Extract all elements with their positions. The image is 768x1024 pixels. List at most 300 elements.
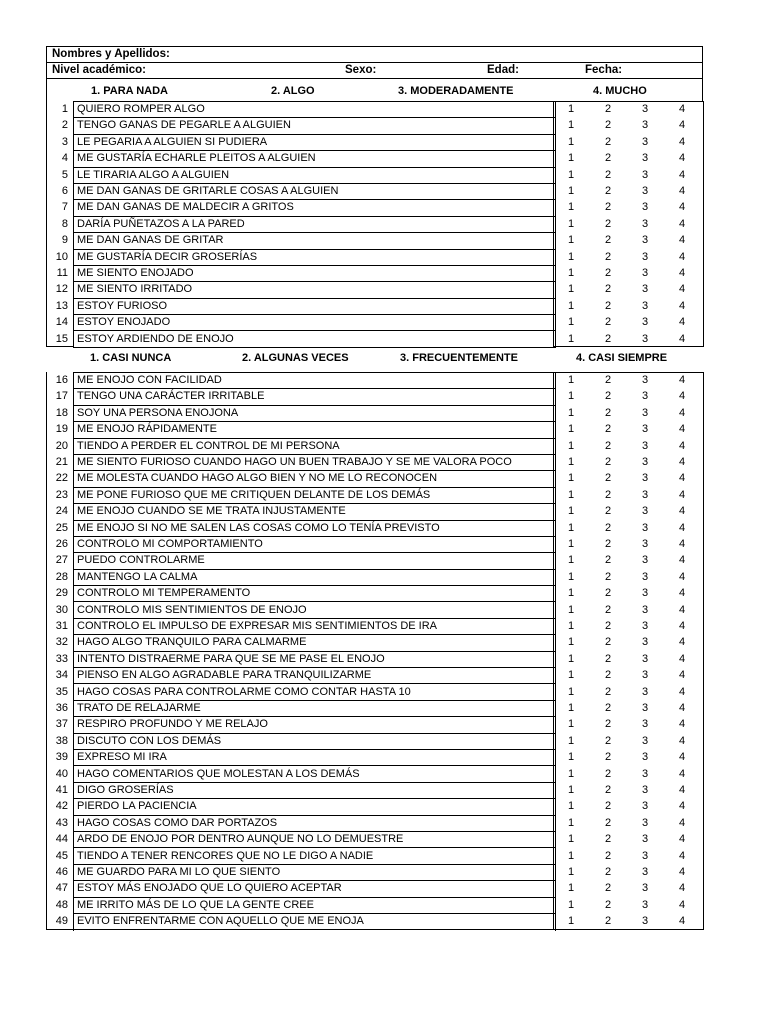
header-row-info [47, 62, 702, 78]
question-number: 10 [55, 250, 68, 263]
question-text: ESTOY MÁS ENOJADO QUE LO QUIERO ACEPTAR [77, 882, 342, 895]
question-text: TIENDO A PERDER EL CONTROL DE MI PERSONA [77, 439, 340, 452]
question-row [46, 716, 703, 732]
answer-option-4[interactable]: 4 [678, 652, 686, 665]
answer-option-2[interactable]: 2 [604, 538, 612, 550]
answer-option-4[interactable]: 4 [678, 521, 686, 534]
answer-option-4[interactable]: 4 [678, 669, 686, 682]
answer-option-1[interactable]: 1 [567, 554, 575, 567]
answer-option-2[interactable]: 2 [604, 833, 612, 846]
answer-option-4[interactable]: 4 [678, 456, 686, 468]
answer-option-2[interactable]: 2 [604, 751, 612, 764]
question-text: CONTROLO MIS SENTIMIENTOS DE ENOJO [77, 603, 307, 616]
answer-option-3[interactable]: 3 [641, 488, 649, 501]
answer-option-1[interactable]: 1 [567, 406, 575, 419]
answer-option-3[interactable]: 3 [641, 751, 649, 764]
answer-option-4[interactable]: 4 [678, 217, 686, 230]
question-text: RESPIRO PROFUNDO Y ME RELAJO [77, 718, 268, 731]
answer-option-4[interactable]: 4 [678, 103, 686, 115]
answer-option-1[interactable]: 1 [567, 488, 575, 501]
answer-option-2[interactable]: 2 [604, 784, 612, 796]
answer-option-1[interactable]: 1 [567, 751, 575, 764]
answer-option-1[interactable]: 1 [567, 718, 575, 731]
question-row [46, 552, 703, 568]
answer-option-1[interactable]: 1 [567, 267, 575, 279]
answer-option-2[interactable]: 2 [604, 570, 612, 583]
question-row [46, 134, 703, 150]
answer-option-3[interactable]: 3 [641, 316, 649, 329]
answer-option-1[interactable]: 1 [567, 603, 575, 616]
question-number: 3 [61, 135, 68, 148]
question-number: 9 [61, 234, 68, 247]
answer-option-3[interactable]: 3 [641, 521, 649, 534]
answer-option-2[interactable]: 2 [604, 734, 612, 747]
answer-option-4[interactable]: 4 [678, 636, 686, 649]
answer-option-3[interactable]: 3 [641, 103, 649, 115]
answer-option-3[interactable]: 3 [641, 332, 649, 345]
answer-option-2[interactable]: 2 [604, 456, 612, 468]
answer-option-1[interactable]: 1 [567, 439, 575, 452]
question-text: QUIERO ROMPER ALGO [77, 103, 205, 115]
answer-option-3[interactable]: 3 [641, 849, 649, 862]
answer-option-4[interactable]: 4 [678, 234, 686, 247]
answer-option-4[interactable]: 4 [678, 915, 686, 928]
question-row [46, 651, 703, 667]
answer-option-2[interactable]: 2 [604, 316, 612, 329]
question-row [46, 265, 703, 281]
answer-option-1[interactable]: 1 [567, 702, 575, 714]
answer-option-1[interactable]: 1 [567, 587, 575, 600]
question-text: ESTOY ARDIENDO DE ENOJO [77, 332, 234, 345]
scale-header-2 [46, 347, 703, 372]
question-number: 36 [55, 702, 68, 714]
answer-option-1[interactable]: 1 [567, 685, 575, 698]
question-number: 48 [55, 898, 68, 911]
answer-option-4[interactable]: 4 [678, 267, 686, 279]
answer-option-3[interactable]: 3 [641, 784, 649, 796]
answer-option-2[interactable]: 2 [604, 488, 612, 501]
answer-option-3[interactable]: 3 [641, 505, 649, 518]
question-text: TENGO GANAS DE PEGARLE A ALGUIEN [77, 119, 291, 132]
answer-option-3[interactable]: 3 [641, 390, 649, 403]
answer-option-1[interactable]: 1 [567, 135, 575, 148]
answer-option-3[interactable]: 3 [641, 718, 649, 731]
question-number: 15 [55, 332, 68, 345]
question-text: DARÍA PUÑETAZOS A LA PARED [77, 217, 245, 230]
answer-option-4[interactable]: 4 [678, 784, 686, 796]
form-header [46, 46, 703, 78]
answer-option-4[interactable]: 4 [678, 751, 686, 764]
answer-option-2[interactable]: 2 [604, 332, 612, 345]
answer-option-2[interactable]: 2 [604, 406, 612, 419]
answer-option-1[interactable]: 1 [567, 784, 575, 796]
answer-option-1[interactable]: 1 [567, 217, 575, 230]
answer-option-3[interactable]: 3 [641, 915, 649, 928]
answer-option-1[interactable]: 1 [567, 456, 575, 468]
question-number: 13 [55, 299, 68, 312]
answer-option-3[interactable]: 3 [641, 283, 649, 296]
answer-option-4[interactable]: 4 [678, 135, 686, 148]
question-number: 47 [55, 882, 68, 895]
answer-option-3[interactable]: 3 [641, 168, 649, 181]
question-row [46, 388, 703, 404]
answer-option-4[interactable]: 4 [678, 767, 686, 780]
question-number: 29 [55, 587, 68, 600]
answer-option-1[interactable]: 1 [567, 119, 575, 132]
answer-option-4[interactable]: 4 [678, 570, 686, 583]
answer-option-3[interactable]: 3 [641, 406, 649, 419]
answer-option-1[interactable]: 1 [567, 898, 575, 911]
answer-option-3[interactable]: 3 [641, 898, 649, 911]
answer-option-4[interactable]: 4 [678, 734, 686, 747]
question-text: INTENTO DISTRAERME PARA QUE SE ME PASE EL ENOJO [77, 652, 385, 665]
question-text: HAGO COMENTARIOS QUE MOLESTAN A LOS DEMÁS [77, 767, 360, 780]
question-text: ESTOY FURIOSO [77, 299, 168, 312]
answer-option-2[interactable]: 2 [604, 152, 612, 165]
answer-option-1[interactable]: 1 [567, 767, 575, 780]
answer-option-2[interactable]: 2 [604, 669, 612, 682]
answer-option-1[interactable]: 1 [567, 734, 575, 747]
question-text: ME GUARDO PARA MI LO QUE SIENTO [77, 866, 281, 878]
age-label: Edad: [487, 64, 519, 76]
question-number: 26 [55, 538, 68, 550]
questionnaire-form [46, 46, 703, 930]
answer-option-1[interactable]: 1 [567, 332, 575, 345]
answer-option-3[interactable]: 3 [641, 882, 649, 895]
question-text: ME MOLESTA CUANDO HAGO ALGO BIEN Y NO ME LO RECONOCEN [77, 472, 438, 485]
answer-option-4[interactable]: 4 [678, 702, 686, 714]
answer-option-1[interactable]: 1 [567, 152, 575, 165]
answer-option-3[interactable]: 3 [641, 685, 649, 698]
answer-option-3[interactable]: 3 [641, 767, 649, 780]
answer-option-1[interactable]: 1 [567, 800, 575, 813]
answer-option-3[interactable]: 3 [641, 472, 649, 485]
answer-option-4[interactable]: 4 [678, 406, 686, 419]
answer-option-1[interactable]: 1 [567, 866, 575, 878]
items-section-1 [46, 101, 703, 347]
scale-option-3: 3. MODERADAMENTE [398, 85, 514, 97]
answer-option-4[interactable]: 4 [678, 374, 686, 386]
question-text: ME GUSTARÍA DECIR GROSERÍAS [77, 250, 258, 263]
question-row [46, 117, 703, 133]
answer-option-2[interactable]: 2 [604, 423, 612, 436]
answer-option-3[interactable]: 3 [641, 538, 649, 550]
question-number: 21 [55, 456, 68, 468]
answer-option-4[interactable]: 4 [678, 488, 686, 501]
answer-option-1[interactable]: 1 [567, 833, 575, 846]
answer-option-3[interactable]: 3 [641, 423, 649, 436]
answer-option-3[interactable]: 3 [641, 201, 649, 214]
answer-option-3[interactable]: 3 [641, 234, 649, 247]
items-section-2 [46, 372, 703, 930]
answer-option-3[interactable]: 3 [641, 603, 649, 616]
question-row [46, 815, 703, 831]
answer-option-3[interactable]: 3 [641, 866, 649, 878]
answer-option-4[interactable]: 4 [678, 685, 686, 698]
question-text: ME DAN GANAS DE GRITARLE COSAS A ALGUIEN [77, 185, 339, 197]
question-text: ME ENOJO CON FACILIDAD [77, 374, 222, 386]
answer-option-4[interactable]: 4 [678, 250, 686, 263]
answer-option-2[interactable]: 2 [604, 620, 612, 632]
question-text: EXPRESO MI IRA [77, 751, 167, 764]
answer-option-2[interactable]: 2 [604, 283, 612, 296]
answer-option-4[interactable]: 4 [678, 316, 686, 329]
answer-option-4[interactable]: 4 [678, 898, 686, 911]
question-number: 28 [55, 570, 68, 583]
question-number: 20 [55, 439, 68, 452]
question-number: 38 [55, 734, 68, 747]
answer-option-2[interactable]: 2 [604, 472, 612, 485]
answer-option-3[interactable]: 3 [641, 374, 649, 386]
question-row [46, 602, 703, 618]
question-row [46, 585, 703, 601]
answer-option-4[interactable]: 4 [678, 882, 686, 895]
question-row [46, 766, 703, 782]
question-text: ME IRRITO MÁS DE LO QUE LA GENTE CREE [77, 898, 314, 911]
answer-option-4[interactable]: 4 [678, 439, 686, 452]
answer-option-2[interactable]: 2 [604, 185, 612, 197]
answer-option-3[interactable]: 3 [641, 636, 649, 649]
question-text: TENGO UNA CARÁCTER IRRITABLE [77, 390, 265, 403]
answer-option-4[interactable]: 4 [678, 423, 686, 436]
question-text: DISCUTO CON LOS DEMÁS [77, 734, 222, 747]
answer-option-4[interactable]: 4 [678, 816, 686, 829]
answer-option-2[interactable]: 2 [604, 119, 612, 132]
answer-option-2[interactable]: 2 [604, 505, 612, 518]
answer-option-2[interactable]: 2 [604, 882, 612, 895]
answer-option-3[interactable]: 3 [641, 652, 649, 665]
answer-option-1[interactable]: 1 [567, 283, 575, 296]
answer-option-2[interactable]: 2 [604, 374, 612, 386]
question-text: MANTENGO LA CALMA [77, 570, 198, 583]
question-text: CONTROLO MI TEMPERAMENTO [77, 587, 251, 600]
answer-option-2[interactable]: 2 [604, 587, 612, 600]
answer-option-1[interactable]: 1 [567, 620, 575, 632]
answer-option-1[interactable]: 1 [567, 250, 575, 263]
question-row [46, 183, 703, 199]
question-text: ME SIENTO IRRITADO [77, 283, 193, 296]
answer-option-3[interactable]: 3 [641, 833, 649, 846]
question-row [46, 216, 703, 232]
answer-option-2[interactable]: 2 [604, 299, 612, 312]
question-text: EVITO ENFRENTARME CON AQUELLO QUE ME ENOJA [77, 915, 364, 928]
question-number: 44 [55, 833, 68, 846]
question-text: HAGO COSAS COMO DAR PORTAZOS [77, 816, 278, 829]
question-text: PUEDO CONTROLARME [77, 554, 205, 567]
answer-option-3[interactable]: 3 [641, 456, 649, 468]
question-text: HAGO ALGO TRANQUILO PARA CALMARME [77, 636, 307, 649]
answer-option-3[interactable]: 3 [641, 267, 649, 279]
answer-option-2[interactable]: 2 [604, 250, 612, 263]
answer-option-4[interactable]: 4 [678, 800, 686, 813]
answer-option-4[interactable]: 4 [678, 505, 686, 518]
question-row [46, 569, 703, 585]
answer-option-1[interactable]: 1 [567, 168, 575, 181]
question-number: 11 [56, 267, 68, 279]
answer-option-4[interactable]: 4 [678, 152, 686, 165]
answer-option-1[interactable]: 1 [567, 652, 575, 665]
answer-option-4[interactable]: 4 [678, 283, 686, 296]
answer-option-3[interactable]: 3 [641, 439, 649, 452]
answer-option-2[interactable]: 2 [604, 898, 612, 911]
answer-option-3[interactable]: 3 [641, 250, 649, 263]
answer-option-3[interactable]: 3 [641, 816, 649, 829]
answer-option-4[interactable]: 4 [678, 299, 686, 312]
answer-option-1[interactable]: 1 [567, 849, 575, 862]
answer-option-1[interactable]: 1 [567, 915, 575, 928]
answer-option-1[interactable]: 1 [567, 299, 575, 312]
question-number: 27 [55, 554, 68, 567]
answer-option-2[interactable]: 2 [604, 849, 612, 862]
answer-option-2[interactable]: 2 [604, 103, 612, 115]
answer-option-2[interactable]: 2 [604, 685, 612, 698]
question-text: PIENSO EN ALGO AGRADABLE PARA TRANQUILIZARME [77, 669, 372, 682]
question-number: 23 [55, 488, 68, 501]
question-text: ME GUSTARÍA ECHARLE PLEITOS A ALGUIEN [77, 152, 316, 165]
answer-option-1[interactable]: 1 [567, 201, 575, 214]
answer-option-1[interactable]: 1 [567, 374, 575, 386]
question-number: 16 [55, 374, 68, 386]
answer-option-3[interactable]: 3 [641, 119, 649, 132]
answer-option-2[interactable]: 2 [604, 718, 612, 731]
answer-option-3[interactable]: 3 [641, 800, 649, 813]
answer-option-2[interactable]: 2 [604, 234, 612, 247]
sex-label: Sexo: [345, 64, 377, 76]
answer-option-4[interactable]: 4 [678, 718, 686, 731]
answer-option-1[interactable]: 1 [567, 636, 575, 649]
question-row [46, 684, 703, 700]
answer-option-4[interactable]: 4 [678, 603, 686, 616]
answer-option-4[interactable]: 4 [678, 587, 686, 600]
question-number: 42 [55, 800, 68, 813]
answer-option-2[interactable]: 2 [604, 267, 612, 279]
answer-option-2[interactable]: 2 [604, 390, 612, 403]
question-row [46, 438, 703, 454]
question-row [46, 782, 703, 798]
answer-option-2[interactable]: 2 [604, 168, 612, 181]
answer-option-2[interactable]: 2 [604, 816, 612, 829]
answer-option-2[interactable]: 2 [604, 652, 612, 665]
question-text: HAGO COSAS PARA CONTROLARME COMO CONTAR HASTA 10 [77, 685, 411, 698]
answer-option-2[interactable]: 2 [604, 915, 612, 928]
question-row [46, 913, 703, 929]
question-text: CONTROLO EL IMPULSO DE EXPRESAR MIS SENTIMIENTOS DE IRA [77, 620, 438, 632]
answer-option-2[interactable]: 2 [604, 135, 612, 148]
date-label: Fecha: [585, 64, 623, 76]
question-number: 14 [55, 316, 68, 329]
question-row [46, 880, 703, 896]
question-number: 25 [55, 521, 68, 534]
answer-option-1[interactable]: 1 [567, 882, 575, 895]
answer-option-3[interactable]: 3 [641, 620, 649, 632]
answer-option-4[interactable]: 4 [678, 332, 686, 345]
answer-option-4[interactable]: 4 [678, 554, 686, 567]
scale-option-1: 1. PARA NADA [91, 85, 169, 97]
question-number: 34 [55, 669, 68, 682]
question-number: 6 [61, 185, 68, 197]
answer-option-2[interactable]: 2 [604, 603, 612, 616]
question-row [46, 331, 703, 347]
answer-option-4[interactable]: 4 [678, 849, 686, 862]
answer-option-3[interactable]: 3 [641, 702, 649, 714]
question-number: 37 [55, 718, 68, 731]
answer-option-3[interactable]: 3 [641, 185, 649, 197]
answer-option-2[interactable]: 2 [604, 866, 612, 878]
answer-option-1[interactable]: 1 [567, 234, 575, 247]
answer-option-4[interactable]: 4 [678, 472, 686, 485]
answer-option-1[interactable]: 1 [567, 521, 575, 534]
question-text: ME ENOJO CUANDO SE ME TRATA INJUSTAMENTE [77, 505, 346, 518]
answer-option-3[interactable]: 3 [641, 152, 649, 165]
question-row [46, 503, 703, 519]
answer-option-1[interactable]: 1 [567, 570, 575, 583]
answer-option-3[interactable]: 3 [641, 554, 649, 567]
answer-option-1[interactable]: 1 [567, 423, 575, 436]
question-row [46, 249, 703, 265]
answer-option-3[interactable]: 3 [641, 135, 649, 148]
answer-option-4[interactable]: 4 [678, 538, 686, 550]
answer-option-4[interactable]: 4 [678, 185, 686, 197]
question-number: 35 [55, 685, 68, 698]
question-row [46, 150, 703, 166]
question-text: ME ENOJO SI NO ME SALEN LAS COSAS COMO LO TENÍA PREVISTO [77, 521, 440, 534]
answer-option-3[interactable]: 3 [641, 587, 649, 600]
scale-option-4: 4. MUCHO [593, 85, 647, 97]
answer-option-3[interactable]: 3 [641, 299, 649, 312]
answer-option-1[interactable]: 1 [567, 103, 575, 115]
answer-option-1[interactable]: 1 [567, 816, 575, 829]
answer-option-2[interactable]: 2 [604, 800, 612, 813]
question-number: 32 [55, 636, 68, 649]
answer-option-1[interactable]: 1 [567, 316, 575, 329]
answer-option-4[interactable]: 4 [678, 390, 686, 403]
answer-option-1[interactable]: 1 [567, 472, 575, 485]
answer-option-3[interactable]: 3 [641, 217, 649, 230]
answer-option-1[interactable]: 1 [567, 669, 575, 682]
answer-option-4[interactable]: 4 [678, 833, 686, 846]
answer-option-1[interactable]: 1 [567, 185, 575, 197]
answer-option-2[interactable]: 2 [604, 702, 612, 714]
answer-option-4[interactable]: 4 [678, 620, 686, 632]
answer-option-2[interactable]: 2 [604, 554, 612, 567]
answer-option-2[interactable]: 2 [604, 521, 612, 534]
answer-option-4[interactable]: 4 [678, 201, 686, 214]
answer-option-3[interactable]: 3 [641, 669, 649, 682]
answer-option-2[interactable]: 2 [604, 767, 612, 780]
question-text: ME SIENTO FURIOSO CUANDO HAGO UN BUEN TRABAJO Y SE ME VALORA POCO [77, 456, 512, 468]
answer-option-3[interactable]: 3 [641, 734, 649, 747]
answer-option-4[interactable]: 4 [678, 119, 686, 132]
question-text: DIGO GROSERÍAS [77, 784, 174, 796]
answer-option-1[interactable]: 1 [567, 390, 575, 403]
answer-option-3[interactable]: 3 [641, 570, 649, 583]
answer-option-4[interactable]: 4 [678, 168, 686, 181]
answer-option-2[interactable]: 2 [604, 201, 612, 214]
answer-option-2[interactable]: 2 [604, 439, 612, 452]
question-row [46, 831, 703, 847]
scale-option-2: 2. ALGUNAS VECES [242, 352, 349, 364]
answer-option-2[interactable]: 2 [604, 217, 612, 230]
question-row [46, 864, 703, 880]
answer-option-1[interactable]: 1 [567, 505, 575, 518]
question-text: TRATO DE RELAJARME [77, 702, 201, 714]
answer-option-1[interactable]: 1 [567, 538, 575, 550]
answer-option-2[interactable]: 2 [604, 636, 612, 649]
question-row [46, 470, 703, 486]
answer-option-4[interactable]: 4 [678, 866, 686, 878]
question-row [46, 167, 703, 183]
question-number: 46 [55, 866, 68, 878]
